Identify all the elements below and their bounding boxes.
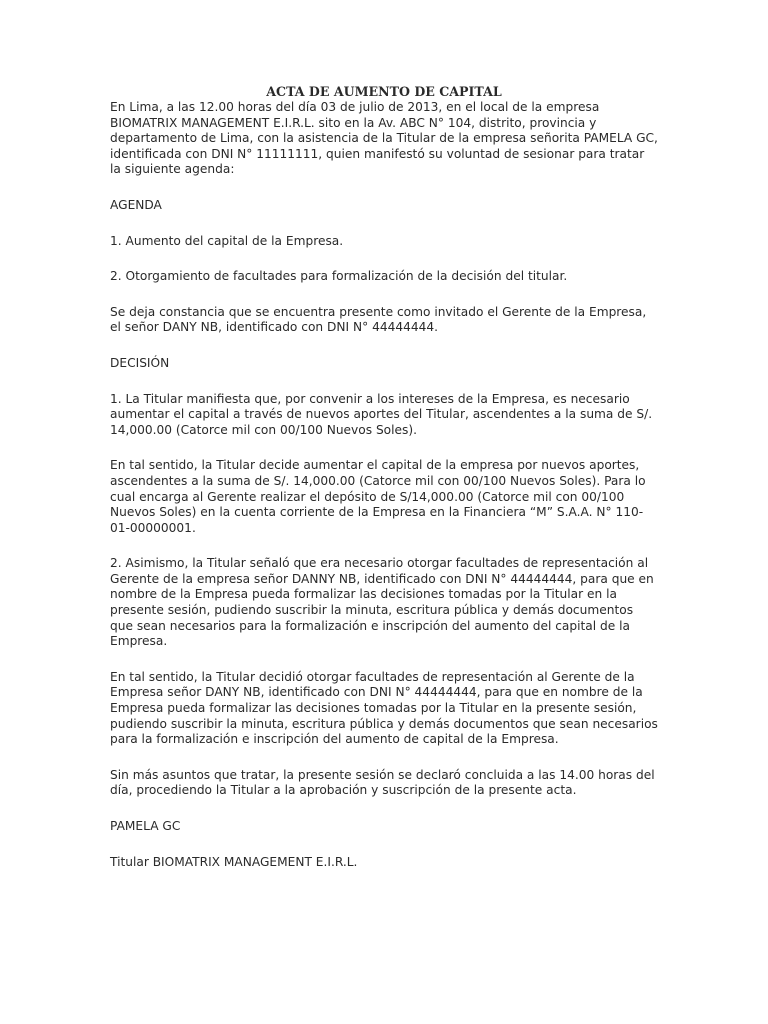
- decision-2-paragraph: 2. Asimismo, la Titular señaló que era necesario otorgar facultades de representación al Gerente de la empresa señor DANNY NB, identificado con DNI N° 44444444, para que en nombre de la Empresa pueda formalizar las decisiones tomadas por la Titular en la presente sesión, pudiendo suscribir la minuta, escritura pública y demás documentos que sean necesarios para la formalización e inscripción del aumento del capital de la Empresa.: [110, 556, 654, 649]
- signatory-name: PAMELA GC: [110, 819, 181, 833]
- invited-note-paragraph: Se deja constancia que se encuentra presente como invitado el Gerente de la Empresa, el señor DANY NB, identificado con DNI N° 44444444.: [110, 304, 647, 335]
- decision-heading: DECISIÓN: [110, 355, 170, 370]
- document-page: [110, 84, 658, 890]
- agenda-item-2: 2. Otorgamiento de facultades para formalización de la decisión del titular.: [110, 269, 568, 284]
- signatory-title: Titular BIOMATRIX MANAGEMENT E.I.R.L.: [110, 854, 358, 869]
- agenda-item-1: 1. Aumento del capital de la Empresa.: [110, 233, 344, 248]
- decision-1b-paragraph: En tal sentido, la Titular decide aumentar el capital de la empresa por nuevos aportes, ascendentes a la suma de S/. 14,000.00 (Catorce mil con 00/100 Nuevos Soles). Para lo cual encarga al Gerente realizar el depósito de S/14,000.00 (Catorce mil con 00/100 Nuevos Soles) en la cuenta corriente de la Empresa en la Financiera “M” S.A.A. N° 110-01-00000001.: [110, 458, 646, 535]
- intro-paragraph: En Lima, a las 12.00 horas del día 03 de julio de 2013, en el local de la empresa BIOMATRIX MANAGEMENT E.I.R.L. sito en la Av. ABC N° 104, distrito, provincia y departamento de Lima, con la asistencia de la Titular de la empresa señorita PAMELA GC, identificada con DNI N° 11111111, quien manifestó su voluntad de sesionar para tratar la siguiente agenda:: [110, 100, 658, 177]
- document-title: ACTA DE AUMENTO DE CAPITAL: [266, 84, 502, 99]
- decision-2b-paragraph: En tal sentido, la Titular decidió otorgar facultades de representación al Gerente de la Empresa señor DANY NB, identificado con DNI N° 44444444, para que en nombre de la Empresa pueda formalizar las decisiones tomadas por la Titular en la presente sesión, pudiendo suscribir la minuta, escritura pública y demás documentos que sean necesarios para la formalización e inscripción del aumento de capital de la Empresa.: [110, 669, 658, 747]
- agenda-heading: AGENDA: [110, 197, 162, 212]
- decision-1-paragraph: 1. La Titular manifiesta que, por convenir a los intereses de la Empresa, es necesario aumentar el capital a través de nuevos aportes del Titular, ascendentes a la suma de S/. 14,000.00 (Catorce mil con 00/100 Nuevos Soles).: [110, 391, 653, 437]
- closing-paragraph: Sin más asuntos que tratar, la presente sesión se declaró concluida a las 14.00 horas del día, procediendo la Titular a la aprobación y suscripción de la presente acta.: [110, 767, 655, 798]
